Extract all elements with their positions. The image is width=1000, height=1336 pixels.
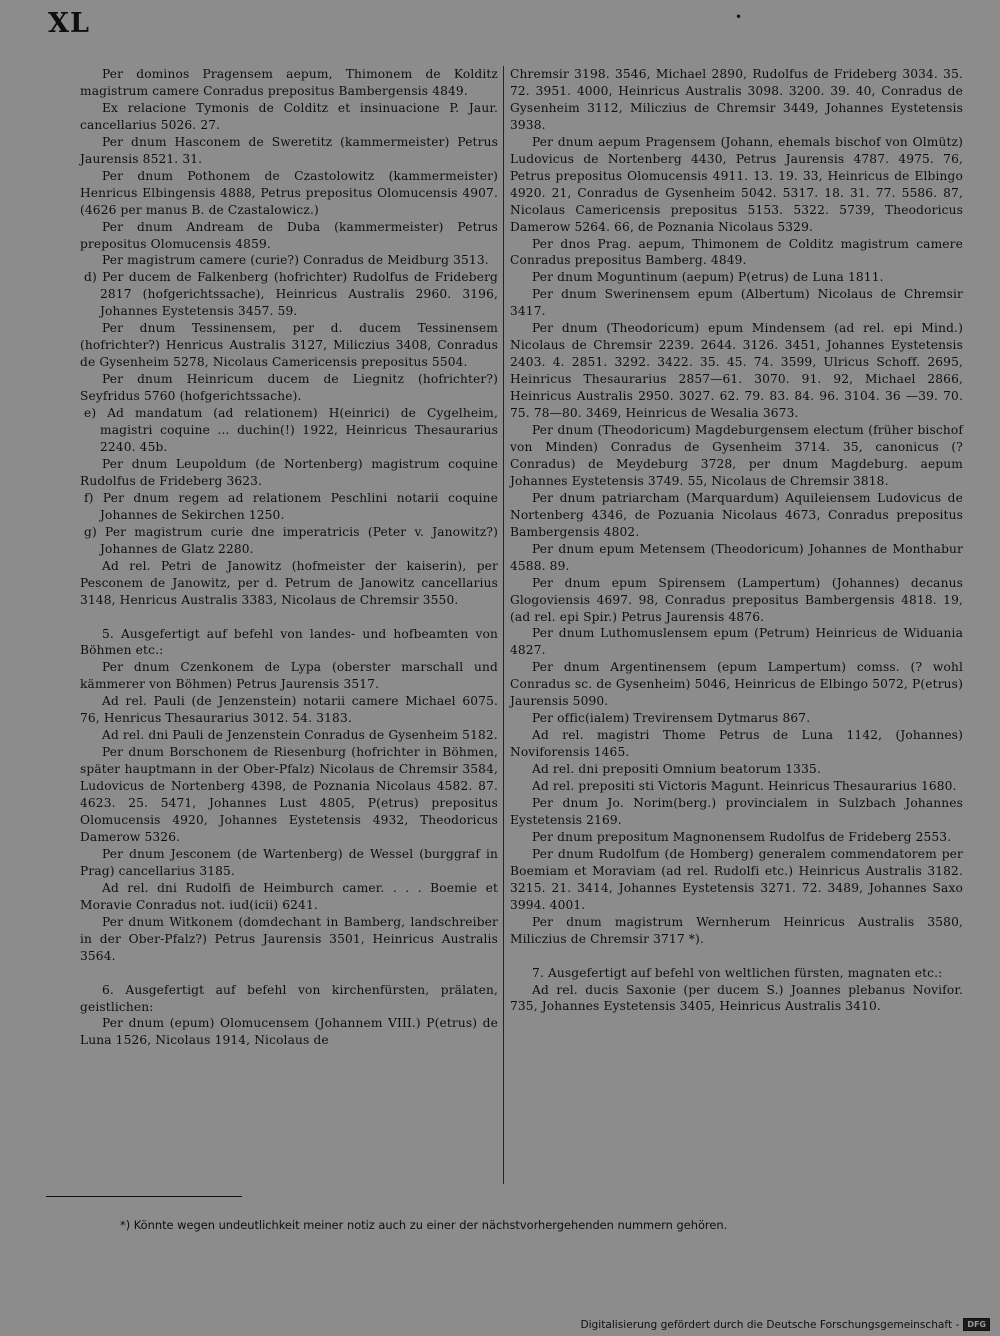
left-column [80, 66, 498, 1049]
footnote: *) Könnte wegen undeutlichkeit meiner notiz auch zu einer der nächstvorhergehenden nummern gehören. [120, 1218, 728, 1232]
entry: Per dnum (Theodoricum) Magdeburgensem electum (früher bischof von Minden) Conradus de Gysenheim 3714. 35, canonicus (? Conradus) de Meydeburg 3728, per dnum Magdeburg. aepum Johannes Eystetensis 3749. 55, Nicolaus de Chremsir 3818. [510, 423, 963, 488]
entry: Ex relacione Tymonis de Colditz et insinuacione P. Jaur. cancellarius 5026. 27. [80, 100, 498, 132]
digitization-credit [580, 1318, 990, 1331]
entry: Per dnum prepositum Magnonensem Rudolfus de Frideberg 2553. [532, 829, 952, 844]
footnote-rule [46, 1196, 242, 1197]
print-speck: • [735, 10, 743, 24]
entry: Per dnos Prag. aepum, Thimonem de Colditz magistrum camere Conradus prepositus Bamberg. 4849. [510, 236, 963, 268]
right-column [510, 66, 963, 1015]
entry: Per dnum aepum Pragensem (Johann, ehemals bischof von Olmütz) Ludovicus de Nortenberg 4430, Petrus Jaurensis 4787. 4975. 76, Petrus prepositus Olomucensis 4911. 13. 19. 33, Heinricus de Elbingo 4920. 21, Conradus de Gysenheim 5042. 5317. 18. 31. 77. 5586. 87, Nicolaus Camericensis prepositus 5153. 5322. 5739, Theodoricus Damerow 5264. 66, de Poznania Nicolaus 5329. [510, 134, 963, 234]
entry: Ad rel. prepositi sti Victoris Magunt. Heinricus Thesaurarius 1680. [532, 779, 957, 794]
section-heading-7: 7. Ausgefertigt auf befehl von weltlichen fürsten, magnaten etc.: [532, 965, 943, 980]
entry: Per dnum Andream de Duba (kammermeister) Petrus prepositus Olomucensis 4859. [80, 219, 498, 251]
entry: Per dnum patriarcham (Marquardum) Aquileiensem Ludovicus de Nortenberg 4346, de Pozuania Nicolaus 4673, Conradus prepositus Bambergensis 4802. [510, 490, 963, 539]
entry: Ad rel. Pauli (de Jenzenstein) notarii camere Michael 6075. 76, Henricus Thesaurarius 3012. 54. 3183. [80, 694, 498, 726]
entry: Per dnum Jo. Norim(berg.) provincialem in Sulzbach Johannes Eystetensis 2169. [510, 795, 963, 827]
entry: Per dnum Tessinensem, per d. ducem Tessinensem (hofrichter?) Henricus Australis 3127, Miliczius 3408, Conradus de Gysenheim 5278, Nicolaus Camericensis prepositus 5504. [80, 321, 498, 370]
entry: Per dnum Hasconem de Sweretitz (kammermeister) Petrus Jaurensis 8521. 31. [80, 134, 498, 166]
entry: Per dnum Witkonem (domdechant in Bamberg, landschreiber in der Ober-Pfalz?) Petrus Jaurensis 3501, Heinricus Australis 3564. [80, 914, 498, 963]
page-number: XL [48, 8, 90, 39]
entry: Per dnum Czenkonem de Lypa (oberster marschall und kämmerer von Böhmen) Petrus Jaurensis 3517. [80, 660, 498, 692]
entry: Per dnum Borschonem de Riesenburg (hofrichter in Böhmen, später hauptmann in der Ober-Pfalz) Nicolaus de Chremsir 3584, Ludovicus de Nortenberg 4398, de Poznania Nicolaus 4582. 87. 4623. 25. 5471, Johannes Lust 4805, P(etrus) prepositus Olomucensis 4920, Johannes Eystetensis 4932, Theodoricus Damerow 5326. [80, 745, 498, 844]
entry: Per dominos Pragensem aepum, Thimonem de Kolditz magistrum camere Conradus prepositus Bambergensis 4849. [80, 67, 498, 98]
entry: Ad rel. dni Rudolfi de Heimburch camer. . . . Boemie et Moravie Conradus not. iud(icii) 6241. [80, 880, 498, 912]
entry: Per dnum epum Metensem (Theodoricum) Johannes de Monthabur 4588. 89. [510, 541, 963, 573]
entry: Ad rel. dni prepositi Omnium beatorum 1335. [532, 762, 821, 777]
entry: Ad rel. ducis Saxonie (per ducem S.) Joannes plebanus Novifor. 735, Johannes Eystetensis 3405, Heinricus Australis 3410. [510, 982, 963, 1014]
dfg-logo-icon: DFG [963, 1318, 990, 1331]
entry-labeled-d: d) Per ducem de Falkenberg (hofrichter) Rudolfus de Frideberg 2817 (hofgerichtssache), Heinricus Australis 2960. 3196, Johannes Eystetensis 3457. 59. [84, 270, 498, 319]
entry: Per dnum Jesconem (de Wartenberg) de Wessel (burggraf in Prag) cancellarius 3185. [80, 846, 498, 878]
entry: Per dnum Heinricum ducem de Liegnitz (hofrichter?) Seyfridus 5760 (hofgerichtssache). [80, 372, 498, 404]
entry: Per magistrum camere (curie?) Conradus de Meidburg 3513. [102, 253, 489, 268]
entry: Ad rel. magistri Thome Petrus de Luna 1142, (Johannes) Noviforensis 1465. [510, 728, 963, 760]
entry: Per dnum Luthomuslensem epum (Petrum) Heinricus de Widuania 4827. [510, 626, 963, 658]
entry: Per dnum Argentinensem (epum Lampertum) comss. (? wohl Conradus sc. de Gysenheim) 5046, Heinricus de Elbingo 5072, P(etrus) Jaurensis 5090. [510, 660, 963, 709]
entry: Per dnum Leupoldum (de Nortenberg) magistrum coquine Rudolfus de Frideberg 3623. [80, 456, 498, 488]
entry: Per dnum (epum) Olomucensem (Johannem VIII.) P(etrus) de Luna 1526, Nicolaus 1914, Nicolaus de [80, 1016, 498, 1048]
section-heading-6: 6. Ausgefertigt auf befehl von kirchenfürsten, prälaten, geistlichen: [80, 982, 498, 1014]
entry: Per offic(ialem) Trevirensem Dytmarus 867. [532, 711, 811, 726]
column-divider [503, 66, 504, 1184]
entry: Per dnum (Theodoricum) epum Mindensem (ad rel. epi Mind.) Nicolaus de Chremsir 2239. 2644. 3126. 3451, Johannes Eystetensis 2403. 4. 2851. 3292. 3422. 35. 45. 74. 3599, Ulricus Schoff. 2695, Heinricus Thesaurarius 2857—61. 3070. 91. 92, Michael 2866, Heinricus Australis 2950. 3027. 62. 79. 83. 84. 96. 3104. 36 —39. 70. 75. 78—80. 3469, Heinricus de Wesalia 3673. [510, 321, 963, 421]
entry: Per dnum Pothonem de Czastolowitz (kammermeister) Henricus Elbingensis 4888, Petrus prepositus Olomucensis 4907. (4626 per manus B. de Czastalowicz.) [80, 168, 498, 217]
entry: Per dnum epum Spirensem (Lampertum) (Johannes) decanus Glogoviensis 4697. 98, Conradus prepositus Bambergensis 4818. 19, (ad rel. epi Spir.) Petrus Jaurensis 4876. [510, 575, 963, 624]
entry-labeled-e: e) Ad mandatum (ad relationem) H(einrici) de Cygelheim, magistri coquine ... duchin(!) 1922, Heinricus Thesaurarius 2240. 45b. [84, 406, 498, 454]
entry: Per dnum Rudolfum (de Homberg) generalem commendatorem per Boemiam et Moraviam (ad rel. Rudolfi etc.) Heinricus Australis 3182. 3215. 21. 3414, Johannes Eystetensis 3271. 72. 3489, Johannes Saxo 3994. 4001. [510, 846, 963, 912]
entry: Per dnum Moguntinum (aepum) P(etrus) de Luna 1811. [532, 270, 884, 285]
section-heading-5: 5. Ausgefertigt auf befehl von landes- und hofbeamten von Böhmen etc.: [80, 626, 498, 658]
entry: Ad rel. dni Pauli de Jenzenstein Conradus de Gysenheim 5182. [102, 728, 498, 743]
entry-continued: Chremsir 3198. 3546, Michael 2890, Rudolfus de Frideberg 3034. 35. 72. 3951. 4000, Heinricus Australis 3098. 3200. 39. 40, Conradus de Gysenheim 3112, Miliczius de Chremsir 3449, Johannes Eystetensis 3938. [510, 67, 963, 132]
entry-labeled-g: g) Per magistrum curie dne imperatricis (Peter v. Janowitz?) Johannes de Glatz 2280. [84, 524, 498, 556]
entry-labeled-f: f) Per dnum regem ad relationem Peschlini notarii coquine Johannes de Sekirchen 1250. [84, 490, 498, 522]
digitization-note: Digitalisierung gefördert durch die Deutsche Forschungsgemeinschaft - [580, 1318, 960, 1331]
entry: Ad rel. Petri de Janowitz (hofmeister der kaiserin), per Pesconem de Janowitz, per d. Petrum de Janowitz cancellarius 3148, Henricus Australis 3383, Nicolaus de Chremsir 3550. [80, 558, 498, 607]
entry: Per dnum magistrum Wernherum Heinricus Australis 3580, Miliczius de Chremsir 3717 *). [510, 914, 963, 946]
entry: Per dnum Swerinensem epum (Albertum) Nicolaus de Chremsir 3417. [510, 287, 963, 319]
